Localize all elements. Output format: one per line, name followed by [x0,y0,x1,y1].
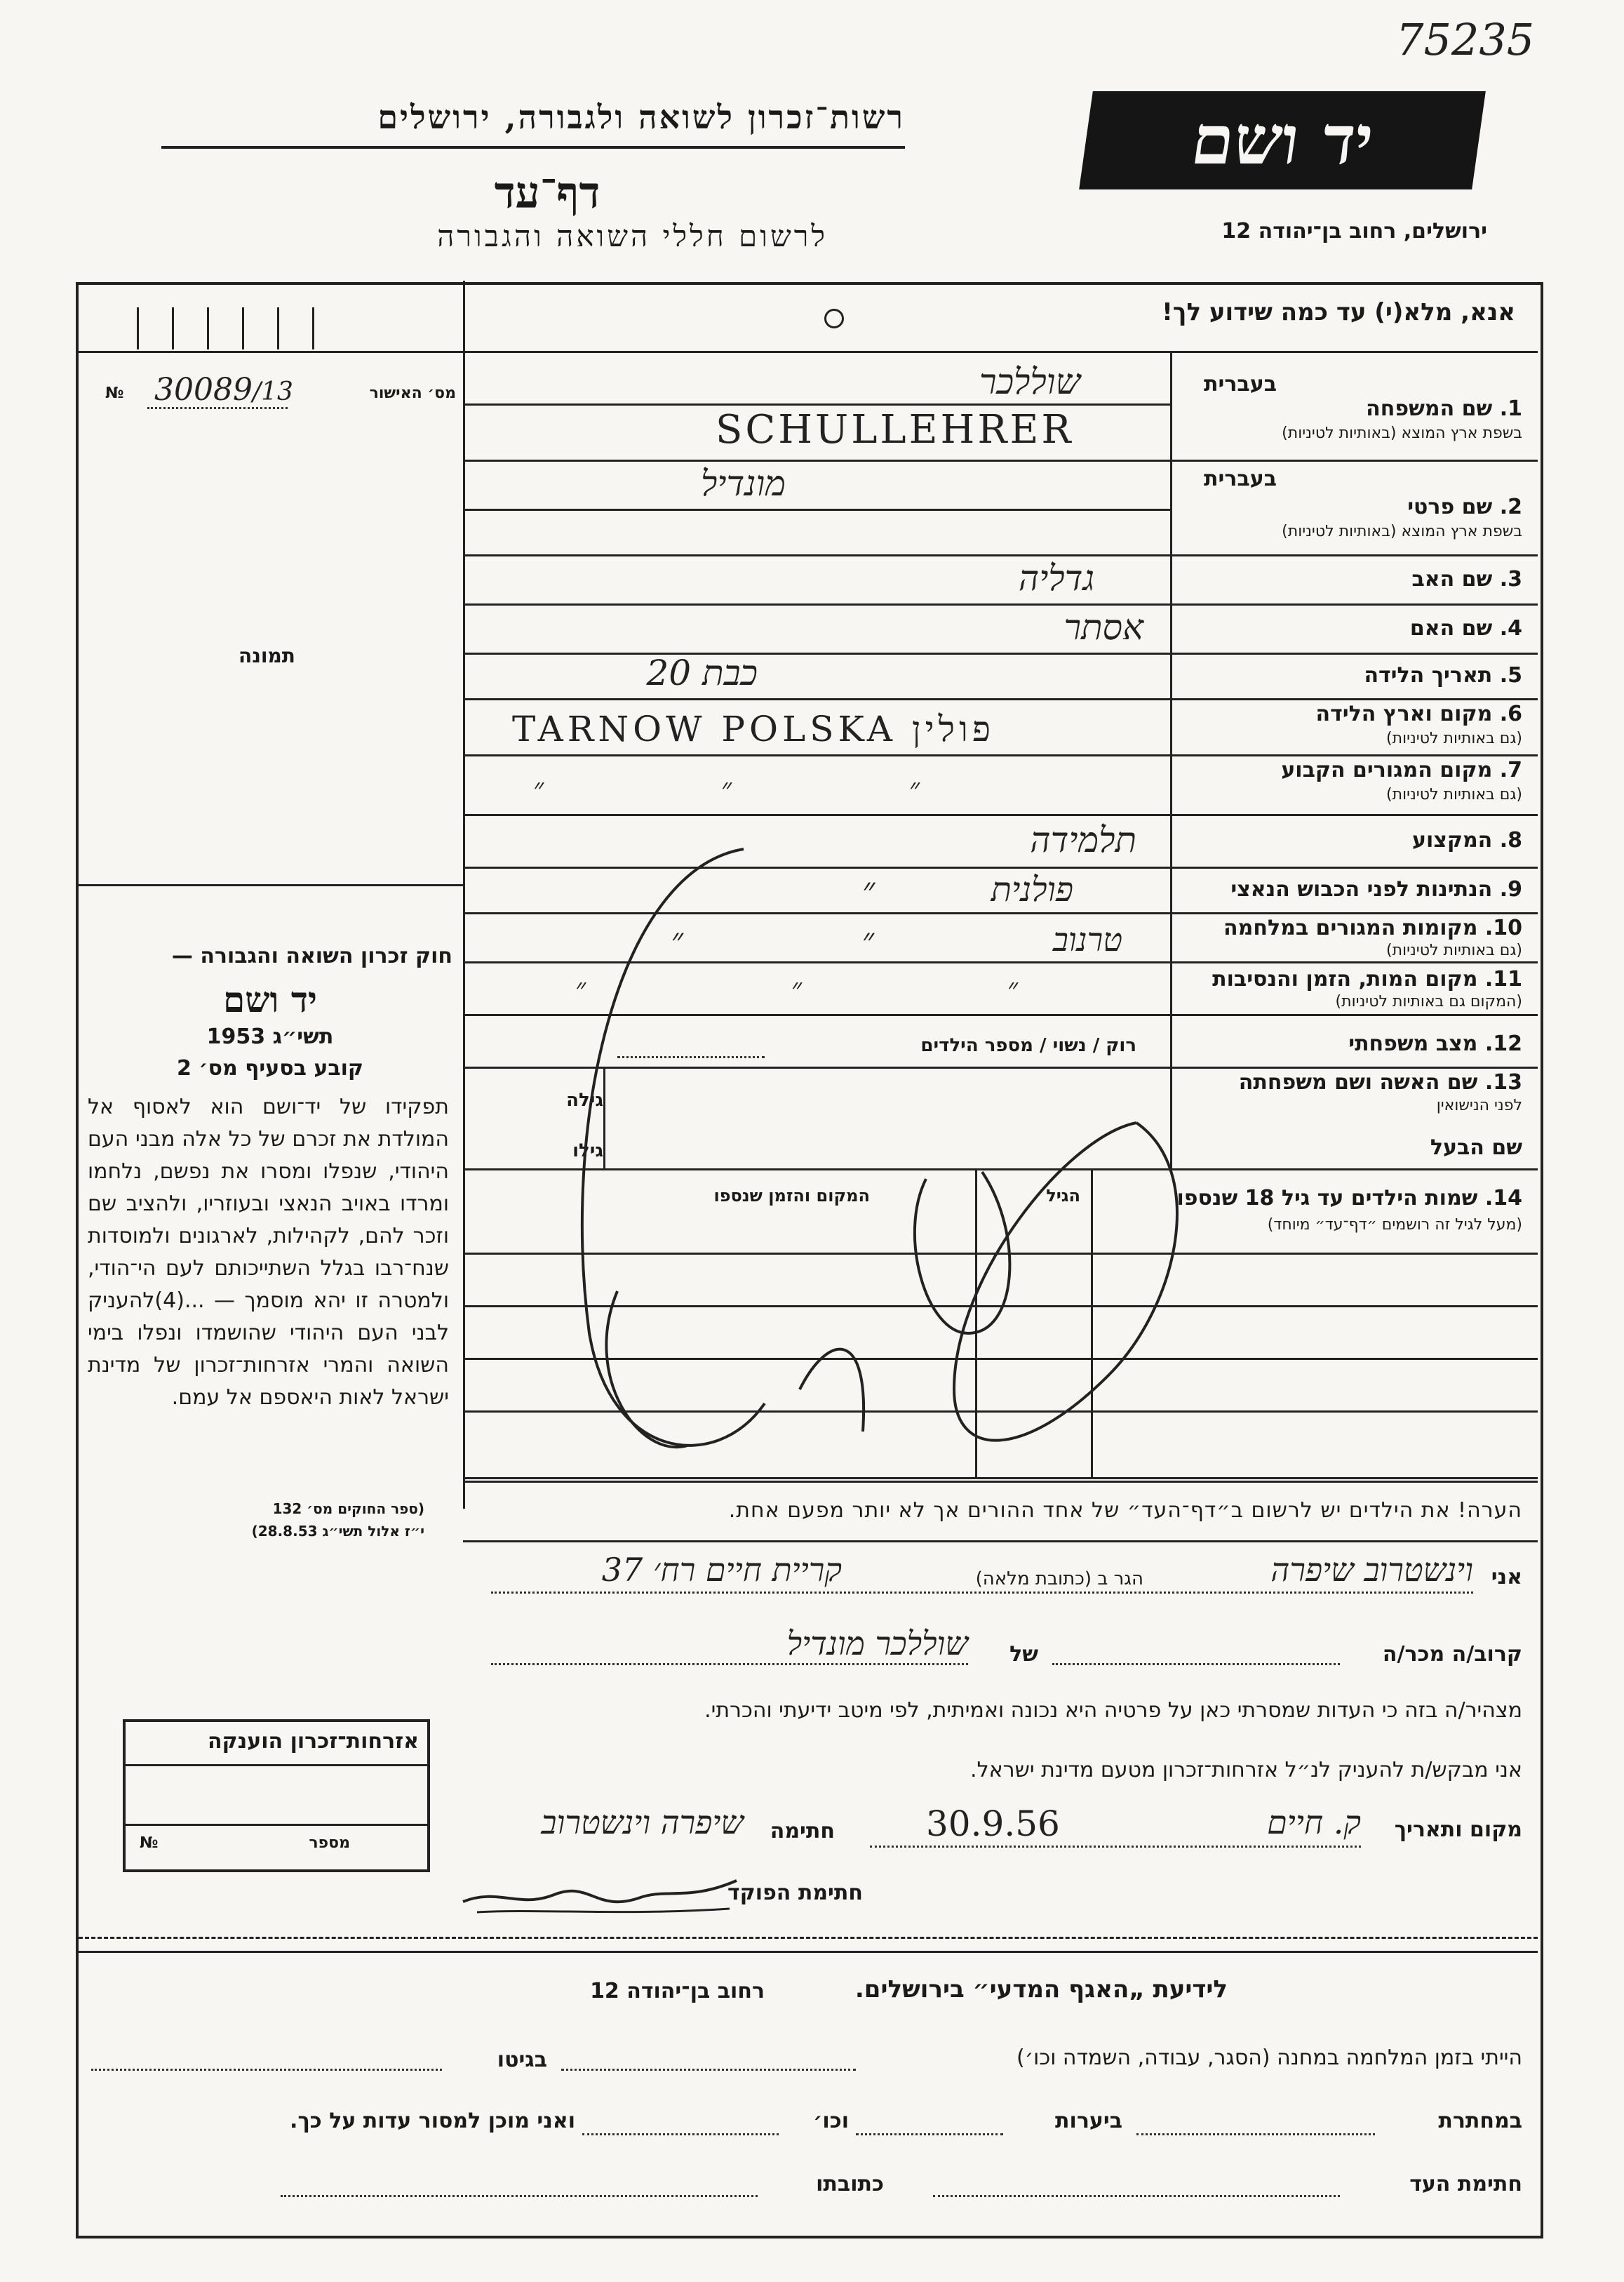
intro-text: אנא, מלא(י) עד כמה שידוע לך! [1162,298,1515,326]
field-4-label: 4. שם האם [1409,616,1522,641]
declarant-address: קריית חיים רח׳ 37 [601,1551,842,1589]
bottom-line2-d: ואני מוכן למסור עדות על כך. [290,2109,575,2133]
authority-underline [161,146,905,149]
officer-signature-scribble [456,1860,751,1923]
officer-label: חתימת הפוקד [727,1881,863,1905]
bottom-line2-b: ביערות [1055,2109,1122,2133]
bottom-line2-dots-1 [1136,2133,1375,2135]
bottom-line2-dots-2 [856,2133,1003,2135]
place-date-line [870,1846,1361,1848]
law-year: תשי״ג 1953 [206,1025,334,1049]
registration-value: 30089 [154,372,253,408]
field-12-options: רוק / נשוי / מספר הילדים [920,1035,1136,1056]
declarant-i-label: אני [1491,1565,1522,1589]
bottom-line2-dots-3 [582,2133,779,2135]
bottom-dashed-divider [79,1937,1538,1939]
field-8-value: תלמידה [1030,820,1136,860]
field-2-split [463,509,1170,511]
declarant-resident-label: הגר ב (כתובת מלאה) [975,1568,1143,1589]
field-2-value: מונדיל [701,463,786,504]
field-13-label: 13. שם האשה ושם משפחתה [1238,1070,1522,1095]
row-divider-7 [463,814,1538,816]
children-col-age: הגיל [1046,1186,1080,1206]
field-6-value: TARNOW POLSKA פולין [512,709,995,749]
citizenship-title-divider [126,1764,427,1766]
law-text: תפקידו של יד־ושם הוא לאסוף אל המולדת את זכרם של כל אלה מבני העם היהודי, שנפלו ומסרו את נפשם, נלחמו ומרדו באויב הנאצי ובעוזריו, ולהציב שם וזכר להם, לקהילות, לארגונים ולמוסדות שנח־רבו בגלל השתייכותם לעם הי־הודי, ולמטרה זו יהא מוסמך — ...(4)להעניק לבני העם היהודי שהושמדו ונפלו בימי השואה והמרי אזרחות־זכרון של מדינת ישראל לאות היאספם אל עמם. [88,1095,449,1410]
field-10-sub: (גם באותיות לטיניות) [1386,942,1522,959]
row-divider-2 [463,554,1538,556]
place-value: ק. חיים [1267,1803,1361,1841]
citizenship-box [123,1719,430,1872]
children-col-place: המקום והזמן שנספו [713,1186,870,1206]
registration-label: מס׳ האישור [369,385,456,402]
note-text: הערה! את הילדים יש לרשום ב״דף־העד״ של אחד ההורים אך לא יותר מפעם אחת. [728,1498,1522,1523]
citizenship-number-label: מספר [309,1834,350,1852]
bottom-line1-b: בגיטו [497,2048,547,2072]
bottom-address: רחוב בן־יהודה 12 [590,1979,765,2003]
declarant-line-1 [491,1592,1473,1594]
law-source-2: י״ז אלול תשי״ג 28.8.53) [251,1523,424,1540]
authority-title: רשות־זכרון לשואה ולגבורה, ירושלים [377,98,905,136]
photo-label: תמונה [239,644,295,667]
scribble-marks [533,842,1235,1488]
field-1-split [463,403,1170,406]
field-11-sub: (המקום גם באותיות לטיניות) [1335,993,1522,1010]
date-value: 30.9.56 [926,1803,1060,1844]
yad-vashem-logo: יד ושם [1079,91,1486,189]
bottom-line1-dots-2 [91,2069,442,2071]
citizenship-title: אזרחות־זכרון הוענקה [207,1729,419,1754]
signature-value: שיפרה וינשטרוב [541,1803,744,1841]
header-address: ירושלים, רחוב בן־יהודה 12 [1221,219,1487,243]
field-1-label: 1. שם המשפחה [1366,396,1522,421]
bottom-line2-c: וכו׳ [813,2109,849,2133]
row-divider-5 [463,698,1538,700]
field-1-hebrew-tag: בעברית [1204,372,1277,396]
field-husband-label: שם הבעל [1430,1135,1522,1160]
relation-label: קרוב/ה מכר/ה [1382,1642,1522,1667]
relation-of-line [491,1663,968,1665]
row-divider-3 [463,603,1538,606]
children-label: 14. שמות הילדים עד גיל 18 שנספו [1176,1186,1522,1210]
stamp-mark [824,309,844,328]
law-clause: קובע בסעיף מס׳ 2 [176,1056,364,1081]
citizenship-number-divider [126,1824,427,1826]
field-1-value-latin: SCHULLEHRER [716,407,1074,453]
field-12-label: 12. מצב משפחתי [1348,1032,1522,1056]
field-11-label: 11. מקום המות, הזמן והנסיבות [1212,967,1522,992]
law-name: יד ושם [223,979,317,1020]
bottom-line3-dots-2 [281,2195,758,2197]
form-subtitle: לרשום חללי השואה והגבורה [437,219,828,253]
field-3-value: גדליה [1018,558,1094,599]
bottom-line1-dots [561,2069,856,2071]
field-2-label: 2. שם פרטי [1407,495,1522,519]
field-9-label: 9. הנתינות לפני הכבוש הנאצי [1230,877,1522,902]
field-5-value: כבת 20 [646,653,758,693]
citizenship-prefix: № [140,1834,159,1852]
note-divider [463,1481,1538,1483]
relation-of: שוללכר מונדיל [786,1624,968,1662]
registration-prefix: № [105,385,124,402]
field-8-label: 8. המקצוע [1412,828,1522,853]
declaration-text: מצהיר/ה בזה כי העדות שמסרתי כאן על פרטיה היא נכונה ואמיתית, לפי מיטב ידיעתי והכרתי. [704,1698,1522,1723]
registration-boxes [95,307,445,349]
field-10-value: טרנוב ״ ״ [671,921,1122,959]
archive-number: 75235 [1396,14,1535,65]
field-11-value: ״ ״ ״ [575,973,1019,1005]
children-sub: (מעל לגיל זה רושמים ״דף־עד״ מיוחד) [1267,1216,1522,1234]
field-6-sub: (גם באותיות לטיניות) [1386,730,1522,747]
row-divider-1 [463,460,1538,462]
field-7-sub: (גם באותיות לטיניות) [1386,786,1522,803]
intro-divider [79,351,1538,353]
field-13-sub: לפני הנישואין [1436,1097,1522,1114]
declarant-name: וינשטרוב שיפרה [1270,1551,1473,1589]
field-1-value: שוללכר [979,361,1080,402]
left-column-divider [463,281,465,1509]
field-7-value: ״ ״ ״ [533,773,920,805]
field-2-hebrew-tag: בעברית [1204,467,1277,491]
field-1-sub: בשפת ארץ המוצא (באותיות לטיניות) [1282,425,1522,442]
photo-divider [79,884,463,886]
registration-suffix: /13 [253,378,293,406]
field-4-value: אסתר [1063,607,1143,648]
bottom-line3-a: חתימת העד [1409,2172,1522,2196]
request-text: אני מבקש/ת להעניק לנ״ל אזרחות־זכרון מטעם מדינת ישראל. [970,1758,1522,1782]
row-divider-6 [463,754,1538,756]
place-date-label: מקום ותאריך [1394,1817,1522,1842]
field-7-label: 7. מקום המגורים הקבוע [1281,758,1522,782]
bottom-divider [79,1951,1538,1953]
signature-label: חתימה [770,1819,835,1843]
field-5-label: 5. תאריך הלידה [1364,663,1522,688]
of-label: של [1009,1642,1038,1667]
field-6-label: 6. מקום וארץ הלידה [1315,702,1522,726]
field-3-label: 3. שם האב [1411,567,1522,592]
field-9-value: פולנית ״ [862,870,1073,909]
form-title: דף־עד [494,167,600,218]
registration-line [147,407,288,409]
relation-line [1052,1663,1340,1665]
law-title: חוק זכרון השואה והגבורה — [171,944,452,968]
bottom-line2-a: במחתרת [1438,2109,1522,2133]
bottom-line3-b: כתובתו [816,2172,884,2196]
field-13-side: גילה [566,1090,603,1111]
bottom-line1-a: הייתי בזמן המלחמה במחנה (הסגר, עבודה, השמדה וכו׳) [1016,2046,1522,2070]
declarant-divider [463,1540,1538,1542]
field-husband-side: גילו [572,1140,603,1161]
field-2-sub: בשפת ארץ המוצא (באותיות לטיניות) [1282,523,1522,540]
bottom-title: לידיעת „האגף המדעי״ בירושלים. [854,1975,1228,2003]
field-10-label: 10. מקומות המגורים במלחמה [1223,916,1522,940]
bottom-line3-dots-1 [933,2195,1340,2197]
law-source-1: (ספר החוקים מס׳ 132 [272,1500,424,1517]
